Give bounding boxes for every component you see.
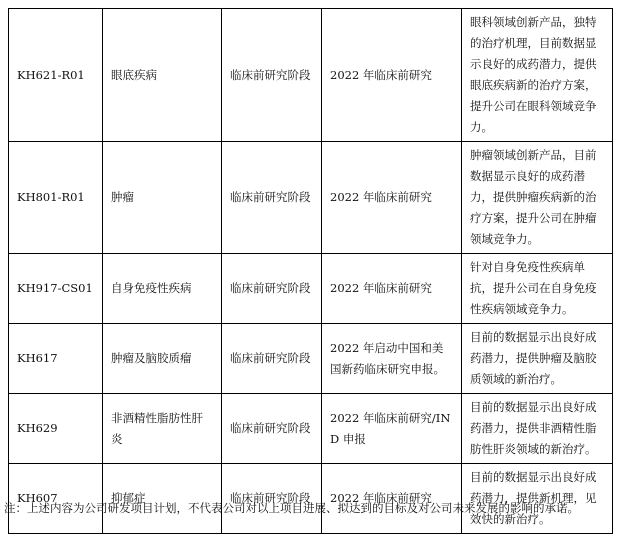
stage-cell: 临床前研究阶段 [222,142,322,254]
indication-cell: 眼底疾病 [103,9,222,142]
table-row [9,394,613,464]
project-code-cell: KH629 [9,394,103,464]
description-cell: 肿瘤领域创新产品，目前数据显示良好的成药潜力，提供肿瘤疾病新的治疗方案，提升公司在肿瘤领域竞争力。 [462,142,613,254]
indication-cell: 肿瘤 [103,142,222,254]
project-code-cell: KH617 [9,324,103,394]
description-cell: 针对自身免疫性疾病单抗，提升公司在自身免疫性疾病领域竞争力。 [462,254,613,324]
project-code-cell: KH801-R01 [9,142,103,254]
footnote: 注：上述内容为公司研发项目计划，不代表公司对以上项目进展、拟达到的目标及对公司未来发展的影响的承诺。 [4,501,579,515]
indication-cell: 非酒精性脂肪性肝炎 [103,394,222,464]
table-row [9,9,613,142]
stage-cell: 临床前研究阶段 [222,464,322,534]
stage-cell: 临床前研究阶段 [222,254,322,324]
plan-cell: 2022 年临床前研究 [322,254,462,324]
project-code-cell: KH917-CS01 [9,254,103,324]
pipeline-table [8,8,613,534]
description-cell: 目前的数据显示出良好成药潜力，提供非酒精性脂肪性肝炎领域的新治疗。 [462,394,613,464]
description-cell: 目前的数据显示出良好成药潜力，提供新机理，见效快的新治疗。 [462,464,613,534]
project-code-cell: KH621-R01 [9,9,103,142]
plan-cell: 2022 年临床前研究 [322,9,462,142]
project-code-cell: KH607 [9,464,103,534]
indication-cell: 自身免疫性疾病 [103,254,222,324]
stage-cell: 临床前研究阶段 [222,324,322,394]
plan-cell: 2022 年启动中国和美国新药临床研究申报。 [322,324,462,394]
description-cell: 眼科领域创新产品，独特的治疗机理，目前数据显示良好的成药潜力，提供眼底疾病新的治疗方案，提升公司在眼科领域竞争力。 [462,9,613,142]
indication-cell: 肿瘤及脑胶质瘤 [103,324,222,394]
plan-cell: 2022 年临床前研究 [322,464,462,534]
table-row [9,254,613,324]
stage-cell: 临床前研究阶段 [222,394,322,464]
table-row [9,142,613,254]
table-row [9,464,613,534]
plan-cell: 2022 年临床前研究/IND 申报 [322,394,462,464]
plan-cell: 2022 年临床前研究 [322,142,462,254]
stage-cell: 临床前研究阶段 [222,9,322,142]
table-row [9,324,613,394]
indication-cell: 抑郁症 [103,464,222,534]
description-cell: 目前的数据显示出良好成药潜力，提供肿瘤及脑胶质领域的新治疗。 [462,324,613,394]
